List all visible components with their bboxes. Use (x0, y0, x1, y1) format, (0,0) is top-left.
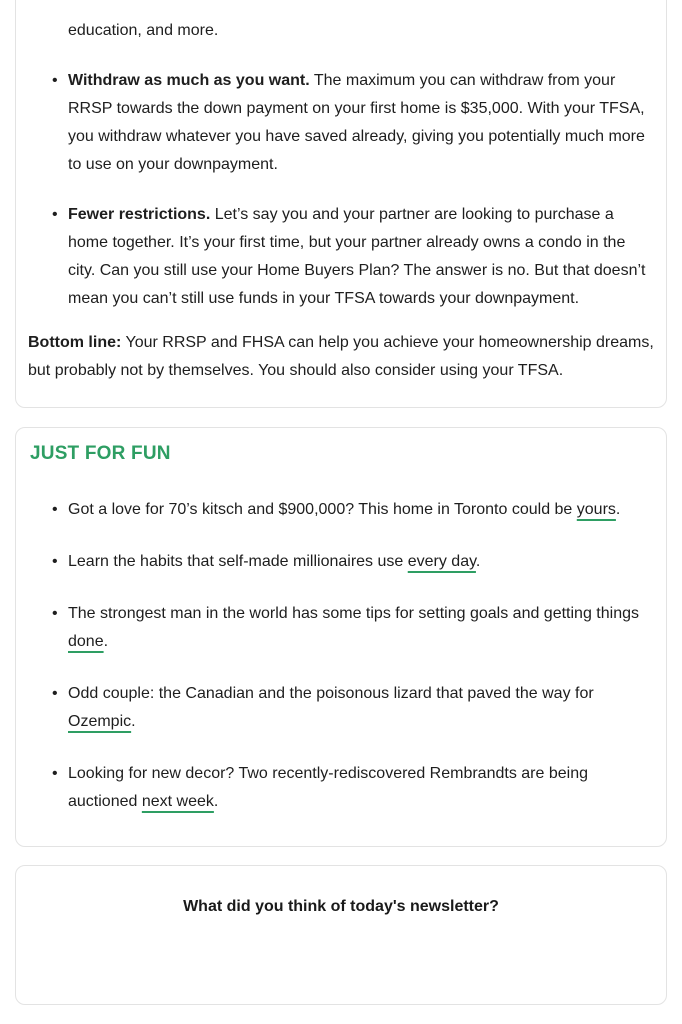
feedback-headline: What did you think of today's newsletter? (183, 898, 499, 915)
bullet-body-text: Let’s say you and your partner are looking to purchase a home together. It’s your first time, but your partner already owns a condo in the city. Can you still use your Home Buyers Plan? The answer is no. But that doesn’t mean you can’t still use funds in your TFSA towards your downpayment. (68, 206, 646, 307)
rrsp-bullet-list (28, 67, 654, 313)
item-punctuation: . (213, 793, 219, 810)
item-text: Looking for new decor? Two recently-rediscovered Rembrandts are being auctioned (68, 765, 588, 810)
feedback-card (15, 865, 667, 1005)
rrsp-tfsa-card (15, 0, 667, 408)
bottom-line-label: Bottom line: (28, 334, 122, 351)
list-item-strongest-man (28, 600, 654, 656)
bullet-body-text: The maximum you can withdraw from your RRSP towards the down payment on your first home is $35,000. With your TFSA, you withdraw whatever you have saved already, giving you potentially much more to use on your downpayment. (68, 72, 645, 173)
link-next-week[interactable]: next week (141, 793, 214, 810)
list-item-restrictions (28, 201, 654, 313)
item-text: Odd couple: the Canadian and the poisonous lizard that paved the way for (68, 685, 594, 702)
list-item-withdraw (28, 67, 654, 179)
link-done[interactable]: done (68, 633, 104, 650)
bottom-line-text: Your RRSP and FHSA can help you achieve your homeownership dreams, but probably not by themselves. You should also consider using your TFSA. (28, 334, 654, 379)
just-for-fun-card (15, 427, 667, 847)
list-item-toronto-home (28, 496, 654, 524)
link-ozempic[interactable]: Ozempic (68, 713, 132, 730)
item-text: Learn the habits that self-made millionaires use (68, 553, 408, 570)
list-item-ozempic (28, 680, 654, 736)
bullet-bold-lead: Fewer restrictions. (68, 206, 211, 223)
item-punctuation: . (131, 713, 136, 730)
item-punctuation: . (615, 501, 621, 518)
continuation-line: education, and more. (68, 22, 219, 39)
list-item-millionaire-habits (28, 548, 654, 576)
item-text: The strongest man in the world has some tips for setting goals and getting things (68, 605, 639, 622)
item-punctuation: . (103, 633, 109, 650)
bullet-bold-lead: Withdraw as much as you want. (68, 72, 310, 89)
link-every-day[interactable]: every day (407, 553, 476, 570)
bottom-line-paragraph (28, 329, 654, 385)
fun-link-list (28, 496, 654, 816)
list-item-rembrandts (28, 760, 654, 816)
just-for-fun-heading: JUST FOR FUN (30, 443, 171, 464)
item-text: Got a love for 70’s kitsch and $900,000? This home in Toronto could be (68, 501, 577, 518)
item-punctuation: . (475, 553, 481, 570)
link-toronto-home[interactable]: yours (576, 501, 616, 518)
